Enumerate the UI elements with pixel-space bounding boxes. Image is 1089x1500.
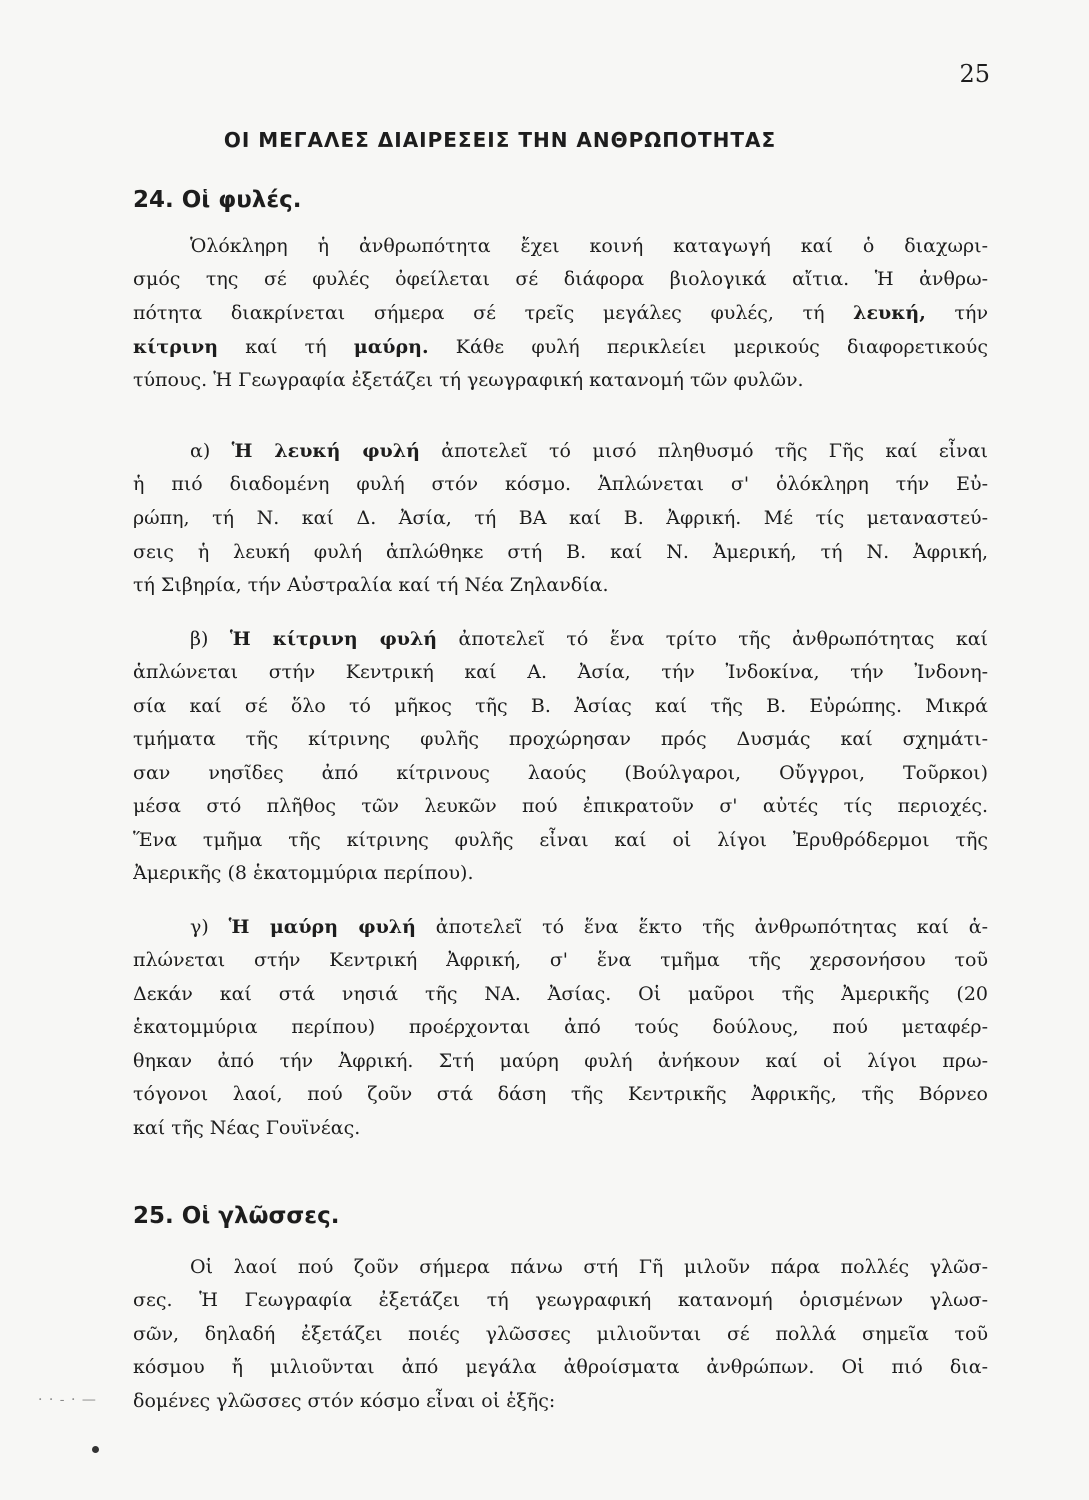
text-run: γ) — [190, 916, 229, 938]
text-line — [133, 689, 988, 723]
text-run: τή Σιβηρία, τήν Αὐστραλία καί τή Νέα Ζηλανδία. — [133, 574, 609, 596]
text-line — [133, 1044, 988, 1078]
text-run: καί τῆς Νέας Γουϊνέας. — [133, 1117, 361, 1139]
text-line — [133, 262, 988, 296]
text-run: ἑκατομμύρια περίπου) προέρχονται ἀπό τούς δούλους, πού μεταφέρ- — [133, 1016, 988, 1038]
text-run: πότητα διακρίνεται σήμερα σέ τρεῖς μεγάλες φυλές, τή — [133, 302, 854, 324]
bold-term: Ἡ λευκή φυλή — [231, 440, 420, 462]
text-line — [133, 1350, 988, 1384]
text-run: καί τή — [218, 336, 354, 358]
text-run: Δεκάν καί στά νησιά τῆς ΝΑ. Ἀσίας. Οἱ μαῦροι τῆς Ἀμερικῆς (20 — [133, 983, 988, 1005]
text-line — [133, 1077, 988, 1111]
bold-term: λευκή, — [853, 302, 926, 324]
text-run: Ὁλόκληρη ἡ ἀνθρωπότητα ἔχει κοινή καταγωγή καί ὁ διαχωρι- — [190, 235, 988, 257]
text-line — [133, 756, 988, 790]
text-line — [133, 789, 988, 823]
text-line — [133, 823, 988, 857]
text-run: κόσμου ἤ μιλιοῦνται ἀπό μεγάλα ἀθροίσματα ἀνθρώπων. Οἱ πιό δια- — [133, 1356, 988, 1378]
running-head: ΟΙ ΜΕΓΑΛΕΣ ΔΙΑΙΡΕΣΕΙΣ ΤΗΝ ΑΝΘΡΩΠΟΤΗΤΑΣ — [223, 128, 777, 152]
text-run: ἀποτελεῖ τό μισό πληθυσμό τῆς Γῆς καί εἶναι — [419, 440, 988, 462]
text-run: β) — [190, 628, 230, 650]
text-run: σαν νησῖδες ἀπό κίτρινους λαούς (Βούλγαροι, Οὔγγροι, Τοῦρκοι) — [133, 762, 988, 784]
text-run: τύπους. Ἡ Γεωγραφία ἐξετάζει τή γεωγραφική κατανομή τῶν φυλῶν. — [133, 369, 804, 391]
stray-dot — [92, 1446, 99, 1453]
text-line — [133, 856, 988, 890]
text-line — [133, 977, 988, 1011]
text-line — [133, 1317, 988, 1351]
margin-mark: · · - · — — [38, 1392, 97, 1408]
text-run: δομένες γλῶσσες στόν κόσμο εἶναι οἱ ἑξῆς: — [133, 1390, 556, 1412]
bold-term: Ἡ κίτρινη φυλή — [229, 628, 438, 650]
text-run: τήν — [925, 302, 988, 324]
text-line — [133, 568, 988, 602]
text-run: σῶν, δηλαδή ἐξετάζει ποιές γλῶσσες μιλιοῦνται σέ πολλά σημεῖα τοῦ — [133, 1323, 988, 1345]
text-line — [133, 296, 988, 330]
text-run: ἡ πιό διαδομένη φυλή στόν κόσμο. Ἁπλώνεται σ' ὁλόκληρη τήν Εὐ- — [133, 473, 988, 495]
text-run: σεις ἡ λευκή φυλή ἁπλώθηκε στή Β. καί Ν. Ἀμερική, τή Ν. Ἀφρική, — [133, 541, 988, 563]
text-run: Κάθε φυλή περικλείει μερικούς διαφορετικούς — [428, 336, 988, 358]
text-run: σες. Ἡ Γεωγραφία ἐξετάζει τή γεωγραφική κατανομή ὁρισμένων γλωσ- — [133, 1289, 988, 1311]
text-line — [133, 535, 988, 569]
text-run: μέσα στό πλῆθος τῶν λευκῶν πού ἐπικρατοῦν σ' αὐτές τίς περιοχές. — [133, 795, 988, 817]
text-run: τόγονοι λαοί, πού ζοῦν στά δάση τῆς Κεντρικῆς Ἀφρικῆς, τῆς Βόρνεο — [133, 1083, 988, 1105]
text-line — [190, 1250, 988, 1284]
text-run: ἁπλώνεται στήν Κεντρική καί Α. Ἀσία, τήν Ἰνδοκίνα, τήν Ἰνδονη- — [133, 661, 988, 683]
page-number: 25 — [959, 60, 990, 88]
text-run: τμήματα τῆς κίτρινης φυλῆς προχώρησαν πρός Δυσμάς καί σχημάτι- — [133, 728, 988, 750]
text-line — [133, 330, 988, 364]
text-run: α) — [190, 440, 232, 462]
text-line — [133, 467, 988, 501]
text-line — [190, 229, 988, 263]
text-run: ἀποτελεῖ τό ἕνα τρίτο τῆς ἀνθρωπότητας καί — [437, 628, 988, 650]
text-run: Οἱ λαοί πού ζοῦν σήμερα πάνω στή Γῆ μιλοῦν πάρα πολλές γλῶσ- — [190, 1256, 988, 1278]
text-line — [133, 655, 988, 689]
text-run: σμός της σέ φυλές ὀφείλεται σέ διάφορα βιολογικά αἴτια. Ἡ ἀνθρω- — [133, 268, 988, 290]
text-line — [133, 1010, 988, 1044]
text-run: σία καί σέ ὅλο τό μῆκος τῆς Β. Ἀσίας καί τῆς Β. Εὐρώπης. Μικρά — [133, 695, 988, 717]
section-25-heading: 25. Οἱ γλῶσσες. — [133, 1203, 340, 1229]
text-run: πλώνεται στήν Κεντρική Ἀφρική, σ' ἕνα τμῆμα τῆς χερσονήσου τοῦ — [133, 949, 988, 971]
text-line — [190, 434, 988, 468]
text-run: ἀποτελεῖ τό ἕνα ἕκτο τῆς ἀνθρωπότητας καί ἁ- — [415, 916, 988, 938]
text-line — [133, 363, 988, 397]
section-24-heading: 24. Οἱ φυλές. — [133, 187, 302, 213]
text-line — [190, 910, 988, 944]
bold-term: μαύρη. — [353, 336, 429, 358]
text-line — [133, 1111, 988, 1145]
text-line — [133, 501, 988, 535]
text-line — [133, 722, 988, 756]
text-run: Ἕνα τμῆμα τῆς κίτρινης φυλῆς εἶναι καί οἱ λίγοι Ἐρυθρόδερμοι τῆς — [133, 829, 988, 851]
text-line — [133, 1283, 988, 1317]
text-run: Ἀμερικῆς (8 ἑκατομμύρια περίπου). — [133, 862, 474, 884]
text-run: ρώπη, τή Ν. καί Δ. Ἀσία, τή ΒΑ καί Β. Ἀφρική. Μέ τίς μεταναστεύ- — [133, 507, 988, 529]
text-line — [190, 622, 988, 656]
text-line — [133, 1384, 988, 1418]
bold-term: Ἡ μαύρη φυλή — [228, 916, 416, 938]
bold-term: κίτρινη — [133, 336, 219, 358]
text-run: θηκαν ἀπό τήν Ἀφρική. Στή μαύρη φυλή ἀνήκουν καί οἱ λίγοι πρω- — [133, 1050, 988, 1072]
text-line — [133, 943, 988, 977]
